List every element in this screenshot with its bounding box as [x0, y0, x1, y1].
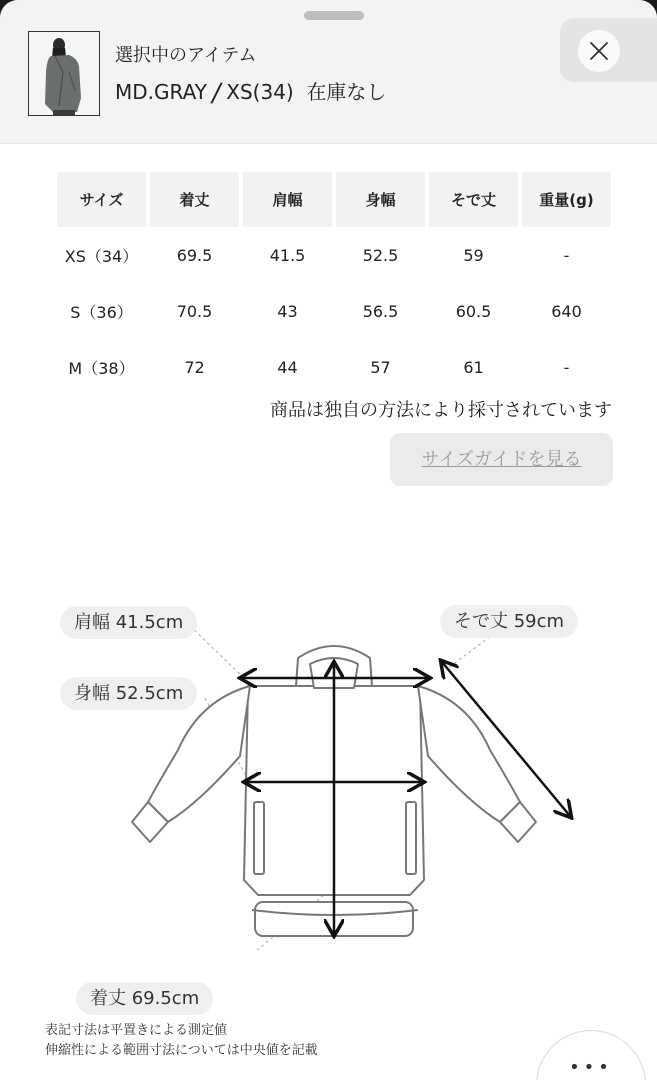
shoulder-label: 肩幅 41.5cm — [60, 606, 197, 639]
selected-item-header — [0, 0, 657, 144]
footnote-line1: 表記寸法は平置きによる測定値 — [45, 1023, 228, 1038]
table-row — [57, 283, 611, 339]
header-sleeve: そで丈 — [429, 172, 518, 227]
cell-chest: 57 — [370, 357, 391, 377]
size-table — [53, 172, 615, 395]
cell-size: S（36） — [70, 302, 133, 322]
cell-size: M（38） — [68, 358, 135, 378]
measure-note: 商品は独自の方法により採寸されています — [270, 400, 612, 421]
cell-chest: 56.5 — [362, 301, 399, 321]
size-guide-button[interactable]: サイズガイドを見る — [390, 433, 613, 486]
footnote-line2: 伸縮性による範囲寸法については中央値を記載 — [45, 1043, 318, 1058]
cell-chest: 52.5 — [362, 245, 399, 265]
cell-size: XS（34） — [64, 246, 139, 266]
more-button[interactable] — [536, 1030, 646, 1080]
cell-length: 72 — [184, 357, 205, 377]
header-shoulder: 肩幅 — [243, 172, 332, 227]
cell-shoulder: 43 — [277, 301, 298, 321]
selected-item-label: 選択中のアイテム — [115, 45, 257, 66]
selected-size: XS(34) — [226, 80, 294, 104]
sheet-grabber[interactable] — [304, 11, 364, 20]
jacket-illustration — [0, 590, 657, 950]
chest-label: 身幅 52.5cm — [60, 677, 197, 710]
cell-length: 70.5 — [176, 301, 213, 321]
size-table-header — [57, 172, 611, 227]
cell-sleeve: 61 — [463, 357, 484, 377]
sleeve-label: そで丈 59cm — [440, 605, 578, 638]
table-row — [57, 339, 611, 395]
measurement-diagram — [0, 590, 657, 950]
header-weight: 重量(g) — [522, 172, 611, 227]
cell-weight: 640 — [551, 301, 582, 321]
cell-length: 69.5 — [176, 245, 213, 265]
close-button[interactable] — [560, 18, 657, 82]
length-label: 着丈 69.5cm — [76, 982, 213, 1015]
selected-color: MD.GRAY — [115, 80, 207, 104]
cell-shoulder: 41.5 — [269, 245, 306, 265]
cell-shoulder: 44 — [277, 357, 298, 377]
header-chest: 身幅 — [336, 172, 425, 227]
cell-weight: - — [563, 357, 570, 377]
variant-separator: / — [209, 77, 225, 107]
more-dots-icon: ••• — [569, 1057, 613, 1078]
cell-weight: - — [563, 245, 570, 265]
header-size: サイズ — [57, 172, 146, 227]
close-icon — [589, 41, 609, 61]
close-circle[interactable] — [578, 30, 620, 72]
cell-sleeve: 60.5 — [455, 301, 492, 321]
cell-sleeve: 59 — [463, 245, 484, 265]
product-thumbnail — [28, 31, 100, 116]
table-row — [57, 227, 611, 283]
header-length: 着丈 — [150, 172, 239, 227]
selected-variant — [115, 76, 386, 105]
stock-status: 在庫なし — [306, 80, 387, 104]
